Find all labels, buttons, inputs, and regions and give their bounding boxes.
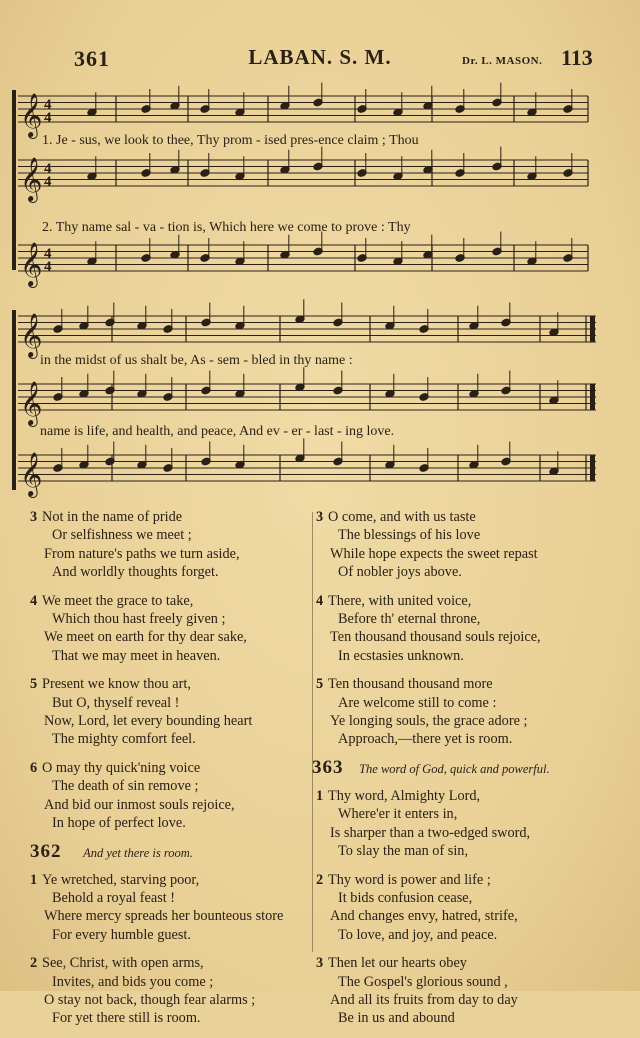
stanza-line: [30, 730, 310, 748]
right-text-column: [312, 508, 616, 1038]
stanza-number: 4: [316, 592, 324, 609]
stanza-line: [30, 1009, 310, 1027]
system2-final-barline: [590, 455, 595, 481]
stanza-line: [30, 777, 310, 795]
stanza-line: [316, 805, 616, 823]
stanza-text: We meet on earth for thy dear sake,: [44, 629, 247, 646]
stanza: [316, 592, 616, 666]
stanza-line: [30, 814, 310, 832]
stanza-text: O may thy quick'ning voice: [42, 759, 201, 776]
stanza-text: The Gospel's glorious sound ,: [338, 973, 508, 990]
stanza-text: Ye wretched, starving poor,: [42, 871, 200, 888]
stanza-line: [316, 563, 616, 581]
stanza-text: Is sharper than a two-edged sword,: [330, 824, 531, 841]
stanza-text: Where mercy spreads her bounteous store: [44, 908, 284, 925]
stanza-line: [316, 647, 616, 665]
stanza-line: [30, 889, 310, 907]
stanza-number: 1: [30, 871, 38, 888]
stanza-text: O come, and with us taste: [328, 509, 476, 525]
stanza-text: There, with united voice,: [328, 592, 472, 609]
stanza-line: [30, 545, 310, 563]
stanza-text: Thy word, Almighty Lord,: [328, 787, 481, 804]
stanza-line: [316, 526, 616, 544]
stanza-line: [30, 610, 310, 628]
stanza-text: O stay not back, though fear alarms ;: [44, 991, 256, 1008]
stanza-number: 2: [30, 955, 38, 972]
stanza-line: [316, 954, 616, 972]
stanza-text: The mighty comfort feel.: [52, 731, 196, 748]
stanza-text: Where'er it enters in,: [338, 806, 458, 823]
stanza-line: [316, 1009, 616, 1027]
stanza-line: [30, 675, 310, 693]
stanza-text: That we may meet in heaven.: [52, 647, 221, 664]
hymn-362-number: 362: [30, 840, 62, 862]
stanza-line: [316, 712, 616, 730]
stanza-line: [316, 592, 616, 610]
stanza-number: 5: [316, 676, 324, 693]
hymn-362-stanzas: [30, 871, 310, 1028]
stanza-line: [316, 730, 616, 748]
stanza-line: [316, 889, 616, 907]
stanza: [30, 592, 310, 666]
hymn-363-subtitle: The word of God, quick and powerful.: [359, 761, 550, 776]
tune-title: LABAN. S. M.: [248, 45, 392, 69]
stanza-line: [316, 991, 616, 1009]
stanza-text: And bid our inmost souls rejoice,: [44, 796, 235, 813]
stanza-line: [30, 526, 310, 544]
stanza-number: 6: [30, 759, 38, 776]
hymn-362-heading: [30, 840, 310, 867]
stanza-text: Invites, and bids you come ;: [52, 973, 214, 990]
system1-treble-clef: 𝄞: [20, 93, 43, 137]
hymn-362-subtitle: And yet there is room.: [83, 845, 193, 860]
stanza: [316, 871, 616, 945]
stanza-number: 3: [316, 955, 324, 972]
stanza-text: For every humble guest.: [52, 926, 191, 943]
stanza-number: 1: [316, 787, 324, 804]
stanza-text: Be in us and abound: [338, 1010, 455, 1027]
stanza-text: Thy word is power and life ;: [328, 871, 491, 888]
lyric-line-system2-verse1: in the midst of us shalt be, As - sem - bled in thy name :: [40, 353, 353, 368]
stanza-text: But O, thyself reveal !: [52, 694, 180, 711]
stanza: [316, 508, 616, 582]
hymn-363-stanzas: [316, 787, 616, 1028]
hymn-363-number: 363: [312, 756, 344, 778]
stanza-text: Of nobler joys above.: [338, 564, 462, 581]
system2-final-barline: [590, 316, 595, 342]
stanza-line: [316, 871, 616, 889]
stanza-line: [316, 675, 616, 693]
stanza-line: [316, 824, 616, 842]
stanza-text: In hope of perfect love.: [52, 815, 186, 832]
stanza-number: 3: [30, 509, 38, 525]
stanza-line: [30, 592, 310, 610]
stanza-text: And worldly thoughts forget.: [52, 564, 219, 581]
stanza-text: And changes envy, hatred, strife,: [330, 908, 518, 925]
system1-time-signature-bottom: 4: [44, 110, 52, 126]
stanza-text: Ten thousand thousand more: [328, 676, 493, 693]
stanza-number: 5: [30, 676, 38, 693]
stanza-text: Not in the name of pride: [42, 509, 183, 525]
stanza-text: We meet the grace to take,: [42, 592, 194, 609]
stanza-text: To slay the man of sin,: [338, 843, 469, 860]
stanza-text: Ten thousand thousand souls rejoice,: [330, 629, 541, 646]
stanza-line: [30, 926, 310, 944]
system1-time-signature-bottom: 4: [44, 174, 52, 190]
stanza-line: [30, 508, 310, 526]
lyric-line-system1-verse1: 1. Je - sus, we look to thee, Thy prom - ised pres-ence claim ; Thou: [42, 133, 419, 148]
stanza-text: Which thou hast freely given ;: [52, 611, 226, 628]
stanza-text: To love, and joy, and peace.: [338, 926, 498, 943]
system1-time-signature-bottom: 4: [44, 259, 52, 275]
stanza-text: Are welcome still to come :: [338, 694, 497, 711]
stanza-text: In ecstasies unknown.: [338, 647, 464, 664]
stanza-line: [30, 871, 310, 889]
system2-treble-clef: 𝄞: [20, 313, 43, 357]
stanza: [30, 871, 310, 945]
system1-time-signature-top: 4: [44, 161, 52, 177]
stanza-text: Then let our hearts obey: [328, 955, 467, 972]
stanza-line: [316, 628, 616, 646]
stanza-text: The death of sin remove ;: [52, 778, 199, 795]
composer-credit: Dr. L. MASON.: [462, 55, 543, 67]
stanza-line: [316, 842, 616, 860]
stanza-number: 2: [316, 871, 324, 888]
stanza-line: [30, 907, 310, 925]
system1-time-signature-top: 4: [44, 97, 52, 113]
column-divider: [312, 512, 313, 952]
stanza-line: [30, 759, 310, 777]
stanza-line: [316, 907, 616, 925]
stanza-text: And all its fruits from day to day: [330, 991, 518, 1008]
stanza-text: While hope expects the sweet repast: [330, 545, 538, 562]
stanza-line: [30, 973, 310, 991]
stanza: [30, 675, 310, 749]
stanza-line: [316, 508, 616, 526]
hymn-361-stanzas: [30, 508, 310, 833]
system1-treble-clef: 𝄞: [20, 157, 43, 201]
system1-time-signature-top: 4: [44, 246, 52, 262]
stanza: [316, 787, 616, 861]
stanza-line: [316, 610, 616, 628]
stanza-text: Behold a royal feast !: [52, 889, 176, 906]
stanza-text: Or selfishness we meet ;: [52, 527, 192, 544]
stanza-text: Now, Lord, let every bounding heart: [44, 713, 253, 730]
stanza-line: [30, 796, 310, 814]
system2-treble-clef: 𝄞: [20, 452, 43, 496]
stanza-number: 4: [30, 592, 38, 609]
stanza-text: The blessings of his love: [338, 527, 481, 544]
stanza-text: For yet there still is room.: [52, 1010, 201, 1027]
stanza-text: Ye longing souls, the grace adore ;: [330, 713, 528, 730]
page-number: 113: [561, 45, 593, 70]
stanza-line: [30, 563, 310, 581]
stanza-text: Before th' eternal throne,: [338, 611, 481, 628]
lyric-line-system2-verse2: name is life, and health, and peace, And ev - er - last - ing love.: [40, 424, 395, 439]
stanza-line: [30, 712, 310, 730]
stanza-text: See, Christ, with open arms,: [42, 955, 204, 972]
stanza-line: [30, 991, 310, 1009]
stanza-text: Approach,—there yet is room.: [338, 731, 513, 748]
stanza-line: [30, 628, 310, 646]
stanza-line: [30, 954, 310, 972]
hymn-363-heading: [312, 756, 616, 783]
left-text-column: [30, 508, 310, 1038]
system1-treble-clef: 𝄞: [20, 242, 43, 286]
stanza-text: It bids confusion cease,: [338, 889, 473, 906]
stanza-line: [316, 973, 616, 991]
stanza: [316, 675, 616, 749]
stanza-line: [316, 926, 616, 944]
stanza-number: 3: [316, 509, 324, 525]
hymn-number-header: 361: [74, 46, 110, 71]
stanza: [30, 759, 310, 833]
stanza-line: [316, 545, 616, 563]
stanza-text: Present we know thou art,: [42, 676, 191, 693]
stanza-line: [30, 647, 310, 665]
stanza-line: [316, 694, 616, 712]
system2-final-barline: [590, 384, 595, 410]
lyric-line-system1-verse2: 2. Thy name sal - va - tion is, Which here we come to prove : Thy: [42, 220, 411, 235]
stanza-line: [30, 694, 310, 712]
system2-treble-clef: 𝄞: [20, 381, 43, 425]
stanza-line: [316, 787, 616, 805]
hymn-362-continued-stanzas: [316, 508, 616, 749]
stanza-text: From nature's paths we turn aside,: [44, 545, 240, 562]
stanza: [30, 508, 310, 582]
